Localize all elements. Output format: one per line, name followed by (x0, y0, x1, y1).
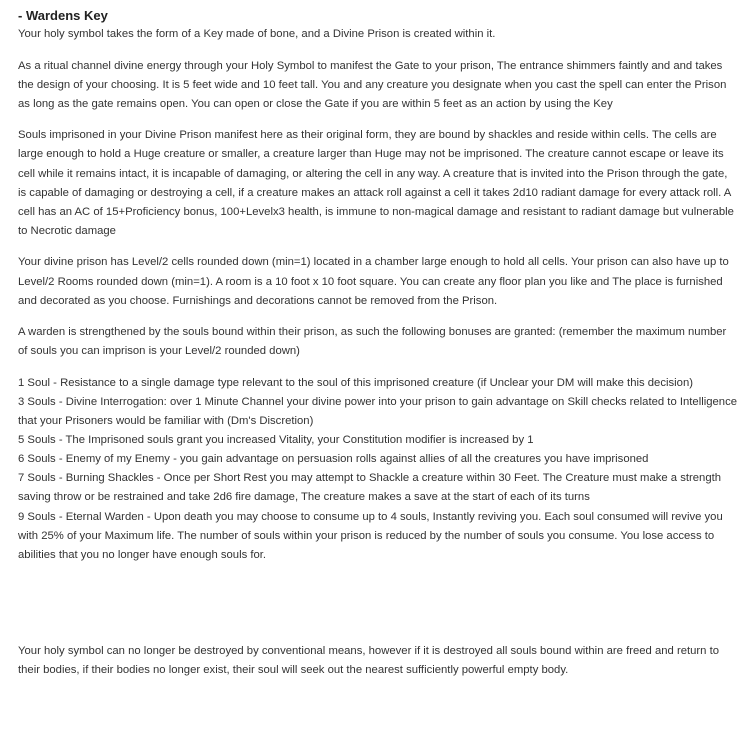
warden-paragraph: A warden is strengthened by the souls bound within their prison, as such the following bonuses are granted: (remember the maximum number of souls you can imprison is your Level/2 rounded down) (18, 326, 727, 358)
closing-paragraph: Your holy symbol can no longer be destroyed by conventional means, however if it is destroyed all souls bound within are freed and return to their bodies, if their bodies no longer exist, their soul will seek out the nearest sufficiently powerful empty body. (18, 644, 720, 676)
spacer (18, 565, 738, 642)
spacer (18, 241, 738, 254)
bonus-item: 9 Souls - Eternal Warden - Upon death you may choose to consume up to 4 souls, Instantly reviving you. Each soul consumed will revive you with 25% of your Maximum life. The number of souls within your prison is reduced by the number of souls you consume. You lose access to abilities that you no longer have enough souls for. (18, 510, 723, 561)
bonus-item: 1 Soul - Resistance to a single damage type relevant to the soul of this imprisoned creature (if Unclear your DM will make this decision) (18, 376, 693, 389)
gate-paragraph: As a ritual channel divine energy through your Holy Symbol to manifest the Gate to your prison, The entrance shimmers faintly and and takes the design of your choosing. It is 5 feet wide and 10 feet tall. You and any creature you designate when you cast the spell can enter the Prison as long as the gate remains open. You can open or close the Gate if you are within 5 feet as an action by using the Key (18, 59, 727, 110)
document-body (18, 6, 738, 680)
bonus-list (18, 374, 738, 565)
cells-paragraph: Souls imprisoned in your Divine Prison manifest here as their original form, they are bound by shackles and reside within cells. The cells are large enough to hold a Huge creature or smaller, a creature larger than Huge may not be imprisoned. The creature cannot escape or leave its cell while it remains intact, it is incapable of damaging, or altering the cell in any way. A creature that is invited into the Prison through the gate, is capable of damaging or destroying a cell, if a creature makes an attack roll against a cell it takes 2d10 radiant damage for every attack roll. A cell has an AC of 15+Proficiency bonus, 100+Levelx3 health, is immune to non-magical damage and resistant to radiant damage but vulnerable to Necrotic damage (18, 129, 734, 237)
intro-paragraph: Your holy symbol takes the form of a Key made of bone, and a Divine Prison is created within it. (18, 28, 496, 40)
spacer (18, 114, 738, 127)
bonus-item: 5 Souls - The Imprisoned souls grant you increased Vitality, your Constitution modifier is increased by 1 (18, 434, 534, 447)
rooms-paragraph: Your divine prison has Level/2 cells rounded down (min=1) located in a chamber large enough to hold all cells. Your prison can also have up to Level/2 Rooms rounded down (min=1). A room is a 10 foot x 10 foot square. You can create any floor plan you like and The place is furnished and decorated as you choose. Furnishings and decorations cannot be removed from the Prison. (18, 256, 729, 307)
bonus-item: 7 Souls - Burning Shackles - Once per Short Rest you may attempt to Shackle a creature within 30 Feet. The Creature must make a strength saving throw or be restrained and take 2d6 fire damage, The creature makes a save at the start of each of its turns (18, 472, 722, 504)
bonus-item: 6 Souls - Enemy of my Enemy - you gain advantage on persuasion rolls against allies of all the creatures you have imprisoned (18, 453, 649, 466)
section-title: - Wardens Key (18, 8, 108, 23)
spacer (18, 361, 738, 374)
bonus-item: 3 Souls - Divine Interrogation: over 1 Minute Channel your divine power into your prison to gain advantage on Skill checks related to Intelligence that your Prisoners would be familiar with (Dm's Discretion) (18, 396, 738, 428)
spacer (18, 44, 738, 57)
spacer (18, 311, 738, 324)
